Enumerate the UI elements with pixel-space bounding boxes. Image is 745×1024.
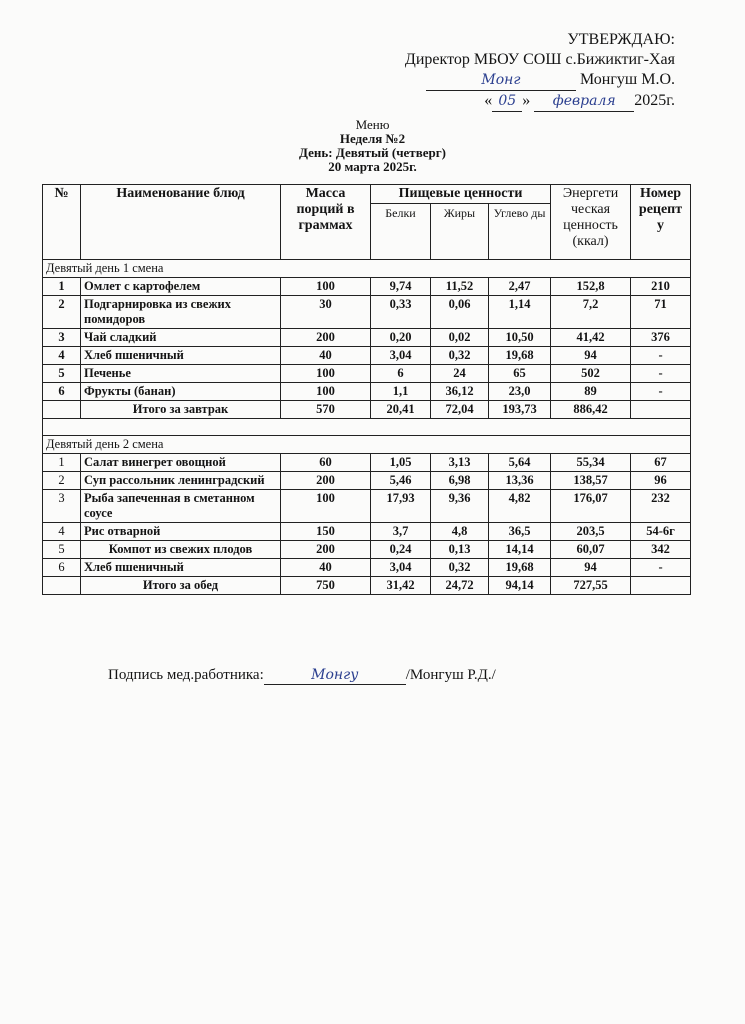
- col-header-number: №: [43, 185, 81, 260]
- date-title: 20 марта 2025г.: [328, 159, 417, 174]
- dish-name: Чай сладкий: [81, 329, 281, 347]
- col-header-protein: Белки: [371, 204, 431, 260]
- approval-heading: УТВЕРЖДАЮ:: [567, 31, 675, 48]
- dish-name: Фрукты (банан): [81, 383, 281, 401]
- director-signature: Монг: [481, 72, 521, 88]
- dish-name: Рис отварной: [81, 523, 281, 541]
- medical-signature-line: [108, 667, 496, 685]
- table-row: 4 Рис отварной 150 3,7 4,8 36,5 203,5 54-6г: [43, 523, 691, 541]
- total-label: Итого за завтрак: [81, 401, 281, 419]
- col-header-nutrition: Пищевые ценности: [371, 185, 551, 204]
- approval-date: « 05 » февраля 2025г.: [405, 91, 675, 112]
- table-row: 5 Компот из свежих плодов 200 0,24 0,13 14,14 60,07 342: [43, 541, 691, 559]
- section-title-shift2: Девятый день 2 смена: [43, 436, 691, 454]
- col-header-recipe: Номер рецепт у: [631, 185, 691, 260]
- dish-name: Печенье: [81, 365, 281, 383]
- approval-day: 05: [498, 93, 517, 109]
- approval-block: [405, 30, 675, 112]
- approval-year: 2025г.: [634, 92, 675, 109]
- approval-signature-line: [405, 70, 675, 91]
- table-row: 5 Печенье 100 6 24 65 502 -: [43, 365, 691, 383]
- dish-name: Салат винегрет овощной: [81, 454, 281, 472]
- table-row: 2 Суп рассольник ленинградский 200 5,46 6,98 13,36 138,57 96: [43, 472, 691, 490]
- spacer-row: [43, 419, 691, 436]
- table-row: 2 Подгарнировка из свежих помидоров 30 0,33 0,06 1,14 7,2 71: [43, 296, 691, 329]
- dish-name: Хлеб пшеничный: [81, 559, 281, 577]
- menu-title: Меню: [355, 117, 390, 132]
- dish-name: Рыба запеченная в сметанном соусе: [81, 490, 281, 523]
- dish-name: Компот из свежих плодов: [81, 541, 281, 559]
- section-title-shift1: Девятый день 1 смена: [43, 260, 691, 278]
- dish-name: Суп рассольник ленинградский: [81, 472, 281, 490]
- total-label: Итого за обед: [81, 577, 281, 595]
- menu-title-block: [0, 118, 745, 174]
- table-row: 6 Хлеб пшеничный 40 3,04 0,32 19,68 94 -: [43, 559, 691, 577]
- table-row: 4 Хлеб пшеничный 40 3,04 0,32 19,68 94 -: [43, 347, 691, 365]
- approval-month: февраля: [552, 93, 616, 109]
- table-row: 6 Фрукты (банан) 100 1,1 36,12 23,0 89 -: [43, 383, 691, 401]
- medical-signature: Монгу: [311, 667, 359, 683]
- dish-name: Подгарнировка из свежих помидоров: [81, 296, 281, 329]
- menu-table: [42, 184, 691, 595]
- total-row-lunch: Итого за обед 750 31,42 24,72 94,14 727,55: [43, 577, 691, 595]
- table-row: 1 Салат винегрет овощной 60 1,05 3,13 5,64 55,34 67: [43, 454, 691, 472]
- col-header-name: Наименование блюд: [81, 185, 281, 260]
- table-row: 3 Рыба запеченная в сметанном соусе 100 17,93 9,36 4,82 176,07 232: [43, 490, 691, 523]
- director-name: Монгуш М.О.: [579, 71, 675, 88]
- total-row-breakfast: Итого за завтрак 570 20,41 72,04 193,73 886,42: [43, 401, 691, 419]
- col-header-carbs: Углево ды: [489, 204, 551, 260]
- col-header-fat: Жиры: [431, 204, 489, 260]
- col-header-mass: Масса порций в граммах: [281, 185, 371, 260]
- table-row: 1 Омлет с картофелем 100 9,74 11,52 2,47 152,8 210: [43, 278, 691, 296]
- dish-name: Омлет с картофелем: [81, 278, 281, 296]
- approval-position: Директор МБОУ СОШ с.Бижиктиг-Хая: [404, 51, 675, 68]
- week-title: Неделя №2: [339, 131, 406, 146]
- medical-signature-label: Подпись мед.работника:: [108, 667, 264, 683]
- day-title: День: Девятый (четверг): [299, 145, 446, 160]
- dish-name: Хлеб пшеничный: [81, 347, 281, 365]
- medical-worker-name: /Монгуш Р.Д./: [405, 667, 496, 683]
- col-header-energy: Энергети ческая ценность (ккал): [551, 185, 631, 260]
- table-row: 3 Чай сладкий 200 0,20 0,02 10,50 41,42 376: [43, 329, 691, 347]
